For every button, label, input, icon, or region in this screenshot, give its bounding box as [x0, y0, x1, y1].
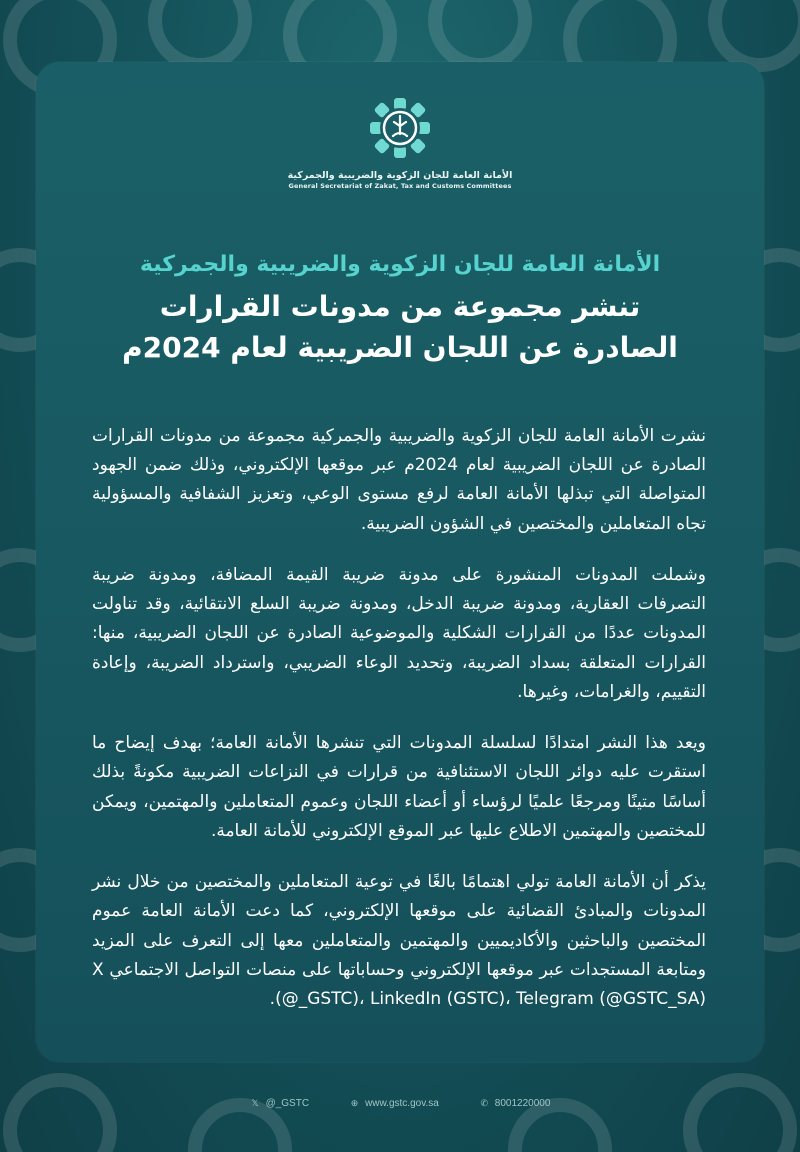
website-url: www.gstc.gov.sa: [365, 1098, 439, 1109]
footer-contacts: [0, 1098, 800, 1109]
footer-website-link[interactable]: [349, 1098, 439, 1109]
announcement-card: [36, 62, 764, 1062]
headline-title-line-1: تنشر مجموعة من مدونات القرارات: [159, 290, 641, 323]
headline: [76, 252, 724, 368]
paragraph-2: وشملت المدونات المنشورة على مدونة ضريبة القيمة المضافة، ومدونة ضريبة التصرفات العقارية، ومدونة ضريبة الدخل، ومدونة ضريبة السلع الانتقائية، وقد تناولت المدونات عددًا من القرارات الشكلية والموضوعية الصادرة عن اللجان الضريبية، منها: القرارات المتعلقة بسداد الضريبة، وتحديد الوعاء الضريبي، واسترداد الضريبة، وإعادة التقييم، والغرامات، وغيرها.: [92, 564, 706, 702]
paragraph-1: نشرت الأمانة العامة للجان الزكوية والضريبية والجمركية مجموعة من مدونات القرارات الصادرة عن اللجان الضريبية لعام 2024م عبر موقعها الإلكتروني، وذلك ضمن الجهود المتواصلة التي تبذلها الأمانة العامة لرفع مستوى الوعي، وتعزيز الشفافية والمسؤولية تجاه المتعاملين والمختصين في الشؤون الضريبية.: [92, 426, 707, 534]
logo-name-arabic: الأمانة العامة للجان الزكوية والضريبية والجمركية: [287, 170, 513, 181]
phone-icon: ✆: [480, 1098, 489, 1108]
paragraph-4: يذكر أن الأمانة العامة تولي اهتمامًا بالغًا في توعية المتعاملين والمختصين من خلال نشر المدونات والمبادئ القضائية على موقعها الإلكتروني، كما دعت الأمانة العامة عموم المختصين والباحثين والأكاديميين والمهتمين والمتعاملين معها إلى التعرف على المزيد ومتابعة المستجدات عبر موقعها الإلكتروني وحساباتها على منصات التواصل الاجتماعي X (@_GSTC)، LinkedIn (GSTC)، Telegram (@GSTC_SA).: [92, 872, 706, 1009]
logo-block: [36, 96, 764, 191]
globe-icon: ⊕: [350, 1098, 359, 1108]
paragraph-3: ويعد هذا النشر امتدادًا لسلسلة المدونات التي تنشرها الأمانة العامة؛ بهدف إيضاح ما استقرت عليه دوائر اللجان الاستئنافية من قرارات في النزاعات الضريبية مكونةً بذلك أساسًا متينًا ومرجعًا علميًا لرؤساء أو أعضاء اللجان وعموم المتعاملين والمهتمين، ويمكن للمختصين والمهتمين الاطلاع عليها عبر الموقع الإلكتروني للأمانة العامة.: [92, 733, 706, 841]
headline-subtitle: الأمانة العامة للجان الزكوية والضريبية والجمركية: [139, 252, 661, 277]
footer-x-link[interactable]: [250, 1098, 310, 1109]
article-body: [92, 422, 706, 1036]
headline-title: [76, 287, 724, 368]
logo-name-english: General Secretariat of Zakat, Tax and Customs Committees: [288, 182, 512, 191]
x-handle: @_GSTC: [265, 1098, 310, 1109]
headline-title-line-2: الصادرة عن اللجان الضريبية لعام 2024م: [122, 330, 678, 364]
phone-number: 8001220000: [494, 1098, 551, 1109]
footer-phone-link[interactable]: [479, 1098, 551, 1109]
gstc-logo-icon: [368, 96, 432, 160]
x-icon: 𝕏: [251, 1098, 259, 1108]
